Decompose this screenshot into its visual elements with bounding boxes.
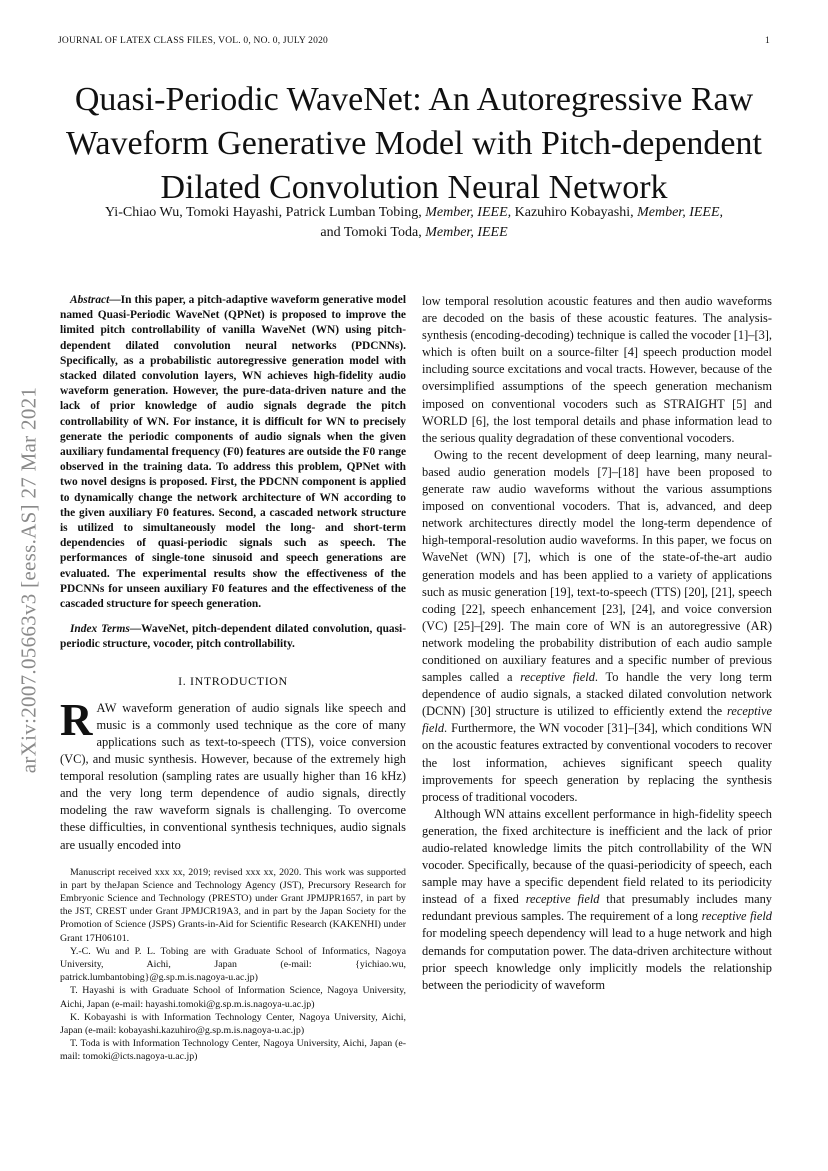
p3-text-a: Although WN attains excellent performance in high-fidelity speech generation, the fixed architecture is inefficient and the lack of prior audio-related knowledge limits the pitch controllability of the WN vocoder. Specifically, because of the quasi-periodicity of speech, each sample may have a specific dependent field related to its periodicity instead of a fixed xyxy=(422,806,772,907)
body-paragraph-3 xyxy=(422,806,772,994)
page-number: 1 xyxy=(765,36,770,46)
author-names-1b: Kazuhiro Kobayashi, xyxy=(511,205,638,220)
arxiv-identifier: arXiv:2007.05663v3 [eess.AS] 27 Mar 2021 xyxy=(16,386,41,774)
intro-paragraph xyxy=(60,694,406,854)
abstract xyxy=(60,293,406,612)
footnotes xyxy=(60,866,406,1064)
footnote-manuscript: Manuscript received xxx xx, 2019; revised xxx xx, 2020. This work was supported in part by theJapan Science and Technology Agency (JST), Precursory Research for Embryonic Science and Technology (PRESTO) under Grant JPMJPR1657, in part by the JST, CREST under Grant JPMJCR19A3, and in part by the Japan Society for the Promotion of Science (JSPS) Grants-in-Aid for Scientific Research (KAKENHI) under Grant 17H06101. xyxy=(60,866,406,944)
author-names-1: Yi-Chiao Wu, Tomoki Hayashi, Patrick Lumban Tobing, xyxy=(104,205,426,220)
footnote-affiliation-hayashi: T. Hayashi is with Graduate School of Information Science, Nagoya University, Aichi, Japan (e-mail: hayashi.tomoki@g.sp.m.is.nagoya-u.ac.jp) xyxy=(60,985,406,1010)
p3-emphasis-1: receptive field xyxy=(525,892,600,907)
arxiv-stamp xyxy=(4,300,54,860)
author-line-1 xyxy=(60,203,768,223)
journal-name: JOURNAL OF LATEX CLASS FILES, VOL. 0, NO. 0, JULY 2020 xyxy=(58,36,328,46)
p3-emphasis-2: receptive field xyxy=(701,909,773,924)
p3-text-c: for modeling speech dependency will lead to a huge network and high demands for computation power. The data-driven architecture without prior speech knowledge only implicitly models the relationship between the periodicity of waveform xyxy=(422,926,772,992)
author-membership-1: Member, IEEE, xyxy=(425,205,512,220)
author-line-2 xyxy=(60,223,768,243)
author-list xyxy=(60,203,768,243)
footnote-affiliation-toda: T. Toda is with Information Technology Center, Nagoya University, Aichi, Japan (e-mail: tomoki@icts.nagoya-u.ac.jp) xyxy=(60,1038,406,1063)
p2-emphasis-1: receptive field xyxy=(520,670,595,685)
author-membership-2: Member, IEEE, xyxy=(637,205,724,220)
intro-lead-word: AW xyxy=(96,700,117,715)
p3-text-b: that presumably includes many redundant previous samples. The requirement of a long xyxy=(422,892,772,924)
abstract-text: —In this paper, a pitch-adaptive waveform generative model named Quasi-Periodic WaveNet (QPNet) is proposed to improve the limited pitch controllability of vanilla WaveNet (WN) using pitch-dependent dilated convolution neural networks (PDCNNs). Specifically, as a probabilistic autoregressive generation model with stacked dilated convolution layers, WN achieves high-fidelity audio waveform generation. However, the pure-data-driven nature and the lack of prior knowledge of audio signals degrade the pitch controllability of WN. For instance, it is difficult for WN to precisely generate the periodic components of audio signals when the given auxiliary fundamental frequency (F0) features are outside the F0 range observed in the training data. To address this problem, QPNet with two novel designs is proposed. First, the PDCNN component is applied to dynamically change the network architecture of WN according to the given auxiliary F0 features. Second, a cascaded network structure is utilized to simultaneously model the long- and short-term dependencies of quasi-periodic signals such as speech. The performances of single-tone sinusoid and speech generations are evaluated. The experimental results show the effectiveness of the PDCNNs for unseen auxiliary F0 features and the effectiveness of the cascaded structure for speech generation. xyxy=(60,294,406,611)
dropcap-letter: R xyxy=(60,694,93,745)
p2-text-a: Owing to the recent development of deep learning, many neural-based audio generation models [7]–[18] have been proposed to generate raw audio waveforms without the various assumptions imposed on conventional vocoders. That is, advanced, and deep network architectures directly model the long-term dependence of high-temporal-resolution audio waveforms. In this paper, we focus on WaveNet (WN) [7], which is one of the state-of-the-art audio generation models and has been applied to a variety of applications such as music generation [19], text-to-speech (TTS) [20], [21], speech coding [22], speech enhancement [23], [24], and voice conversion (VC) [25]–[29]. The main core of WN is an autoregressive (AR) network modeling the probability distribution of each audio sample conditioned on auxiliary features and a specific number of previous samples called a xyxy=(422,447,772,685)
index-terms-text: —WaveNet, pitch-dependent dilated convolution, quasi-periodic structure, vocoder, pitch controllability. xyxy=(60,623,406,651)
index-terms xyxy=(60,622,406,652)
body-paragraph-2 xyxy=(422,447,772,806)
p2-emphasis-2: receptive field xyxy=(422,704,772,736)
running-head xyxy=(58,36,770,50)
author-names-2: and Tomoki Toda, xyxy=(320,225,426,240)
p2-text-c: . Furthermore, the WN vocoder [31]–[34], which conditions WN on the acoustic features extracted by conventional vocoders to recover the lost information, achieves significant speech quality improvements for speech generation by replacing the synthesis process of traditional vocoders. xyxy=(422,721,772,804)
body-paragraph-1: low temporal resolution acoustic features and then audio waveforms are decoded on the basis of these acoustic features. The analysis-synthesis (encoding-decoding) technique is called the vocoder [1]–[3], which is often built on a source-filter [4] speech production model including source excitations and vocal tracts. However, because of the oversimplified assumptions of the speech generation mechanism imposed on conventional vocoders such as STRAIGHT [5] and WORLD [6], the lost temporal details and phase information lead to the serious quality degradation of these conventional vocoders. xyxy=(422,294,772,445)
abstract-label: Abstract xyxy=(70,294,110,306)
intro-text: waveform generation of audio signals like speech and music is a commonly used technique as the core of many applications such as text-to-speech (TTS), voice conversion (VC), and music synthesis. However, because of the extremely high temporal resolution (sampling rates are usually higher than 16 kHz) and the very long term dependence of audio signals, directly modeling the raw waveform signals is challenging. To overcome these difficulties, in conventional synthesis techniques, audio signals are usually encoded into xyxy=(60,700,406,852)
p2-text-b: . To handle the very long term dependence of audio signals, a stacked dilated convolution network (DCNN) [30] structure is utilized to efficiently extend the xyxy=(422,670,772,719)
footnote-affiliation-wu-tobing: Y.-C. Wu and P. L. Tobing are with Graduate School of Informatics, Nagoya University, Aichi, Japan (e-mail: {yichiao.wu, patrick.lumbantobing}@g.sp.m.is.nagoya-u.ac.jp) xyxy=(60,945,406,984)
section-heading-introduction: I. INTRODUCTION xyxy=(178,673,288,688)
right-column xyxy=(422,293,772,994)
left-column xyxy=(60,293,406,1064)
index-terms-label: Index Terms xyxy=(70,623,130,636)
footnote-affiliation-kobayashi: K. Kobayashi is with Information Technology Center, Nagoya University, Aichi, Japan (e-mail: kobayashi.kazuhiro@g.sp.m.is.nagoya-u.ac.jp) xyxy=(60,1011,406,1037)
paper-title: Quasi-Periodic WaveNet: An Autoregressive Raw Waveform Generative Model with Pitch-dependent Dilated Convolution Neural Network xyxy=(66,81,762,206)
author-membership-3: Member, IEEE xyxy=(425,225,508,240)
